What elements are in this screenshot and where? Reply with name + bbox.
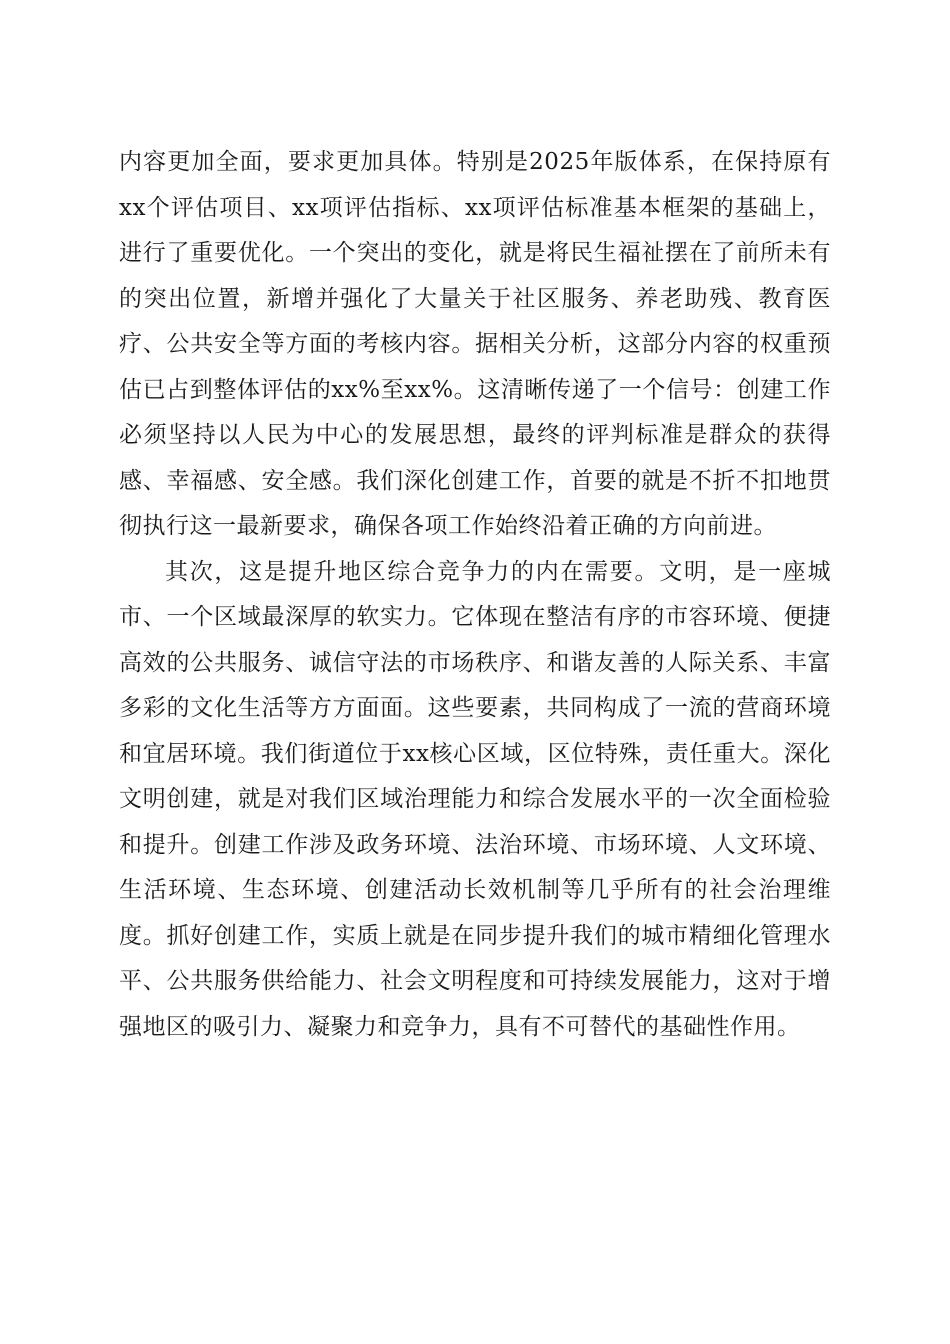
document-body — [119, 140, 831, 1050]
paragraph-competitiveness: 其次，这是提升地区综合竞争力的内在需要。文明，是一座城市、一个区域最深厚的软实力。它体现在整洁有序的市容环境、便捷高效的公共服务、诚信守法的市场秩序、和谐友善的人际关系、丰富多彩的文化生活等方方面面。这些要素，共同构成了一流的营商环境和宜居环境。我们街道位于xx核心区域，区位特殊，责任重大。深化文明创建，就是对我们区域治理能力和综合发展水平的一次全面检验和提升。创建工作涉及政务环境、法治环境、市场环境、人文环境、生活环境、生态环境、创建活动长效机制等几乎所有的社会治理维度。抓好创建工作，实质上就是在同步提升我们的城市精细化管理水平、公共服务供给能力、社会文明程度和可持续发展能力，这对于增强地区的吸引力、凝聚力和竞争力，具有不可替代的基础性作用。 — [119, 558, 831, 1040]
paragraph-continuation: 内容更加全面，要求更加具体。特别是2025年版体系，在保持原有xx个评估项目、xx项评估指标、xx项评估标准基本框架的基础上，进行了重要优化。一个突出的变化，就是将民生福祉摆在了前所未有的突出位置，新增并强化了大量关于社区服务、养老助残、教育医疗、公共安全等方面的考核内容。据相关分析，这部分内容的权重预估已占到整体评估的xx%至xx%。这清晰传递了一个信号：创建工作必须坚持以人民为中心的发展思想，最终的评判标准是群众的获得感、幸福感、安全感。我们深化创建工作，首要的就是不折不扣地贯彻执行这一最新要求，确保各项工作始终沿着正确的方向前进。 — [119, 149, 831, 539]
